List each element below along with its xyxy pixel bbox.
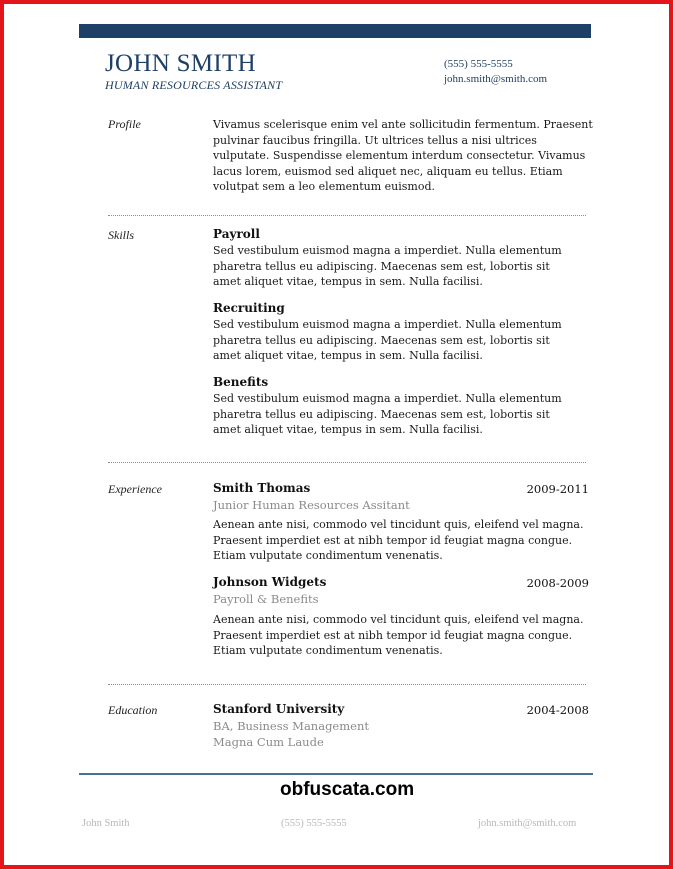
profile-text: Vivamus scelerisque enim vel ante sollicitudin fermentum. Praesent pulvinar faucibus fringilla. Ut ultrices tellus a nisi ultrices vulputate. Suspendisse elementum interdum consectetur. Vivamus lacus lorem, euismod sed aliquet nec, aliquam eu tellus. Etiam volutpat sem a leo elementum euismod. (213, 118, 593, 193)
footer-phone: (555) 555-5555 (281, 818, 347, 829)
header-phone: (555) 555-5555 (444, 58, 513, 70)
skill-title: Benefits (213, 375, 269, 389)
header-email[interactable]: john.smith@smith.com (444, 73, 548, 85)
experience-years: 2008-2009 (526, 576, 589, 590)
education-school: Stanford University (213, 702, 345, 716)
footer-name: John Smith (82, 818, 130, 829)
header-bar (79, 24, 591, 38)
resume-job-title: HUMAN RESOURCES ASSISTANT (105, 78, 283, 92)
section-divider (108, 462, 586, 463)
experience-role: Junior Human Resources Assitant (213, 498, 410, 512)
experience-role: Payroll & Benefits (213, 592, 319, 606)
resume-name: JOHN SMITH (105, 50, 256, 77)
experience-years: 2009-2011 (526, 482, 589, 496)
skill-title: Payroll (213, 227, 260, 241)
skill-text: Sed vestibulum euismod magna a imperdiet. Nulla elementum pharetra tellus eu adipiscing. Maecenas sem est, lobortis sit amet aliquet vitae, tempus in sem. Nulla facilisi. (213, 318, 562, 362)
education-degree: BA, Business Management (213, 719, 369, 733)
education-years: 2004-2008 (526, 703, 589, 717)
footer-email[interactable]: john.smith@smith.com (478, 818, 577, 829)
experience-company: Johnson Widgets (213, 575, 327, 589)
experience-label: Experience (108, 482, 162, 496)
education-honors: Magna Cum Laude (213, 735, 324, 749)
skill-text: Sed vestibulum euismod magna a imperdiet. Nulla elementum pharetra tellus eu adipiscing. Maecenas sem est, lobortis sit amet aliquet vitae, tempus in sem. Nulla facilisi. (213, 244, 562, 288)
experience-text: Aenean ante nisi, commodo vel tincidunt quis, eleifend vel magna. Praesent imperdiet est at nibh tempor id feugiat magna congue. Etiam vulputate condimentum venenatis. (213, 518, 584, 562)
header-contact (444, 57, 547, 87)
skills-label: Skills (108, 228, 134, 242)
education-label: Education (108, 703, 158, 717)
experience-company: Smith Thomas (213, 481, 311, 495)
watermark: obfuscata.com (280, 779, 415, 800)
section-divider (108, 215, 586, 216)
skill-text: Sed vestibulum euismod magna a imperdiet. Nulla elementum pharetra tellus eu adipiscing. Maecenas sem est, lobortis sit amet aliquet vitae, tempus in sem. Nulla facilisi. (213, 392, 562, 436)
section-divider (108, 684, 586, 685)
experience-text: Aenean ante nisi, commodo vel tincidunt quis, eleifend vel magna. Praesent imperdiet est at nibh tempor id feugiat magna congue. Etiam vulputate condimentum venenatis. (213, 613, 584, 657)
profile-label: Profile (108, 117, 141, 131)
skill-title: Recruiting (213, 301, 285, 315)
footer-rule (79, 773, 593, 775)
